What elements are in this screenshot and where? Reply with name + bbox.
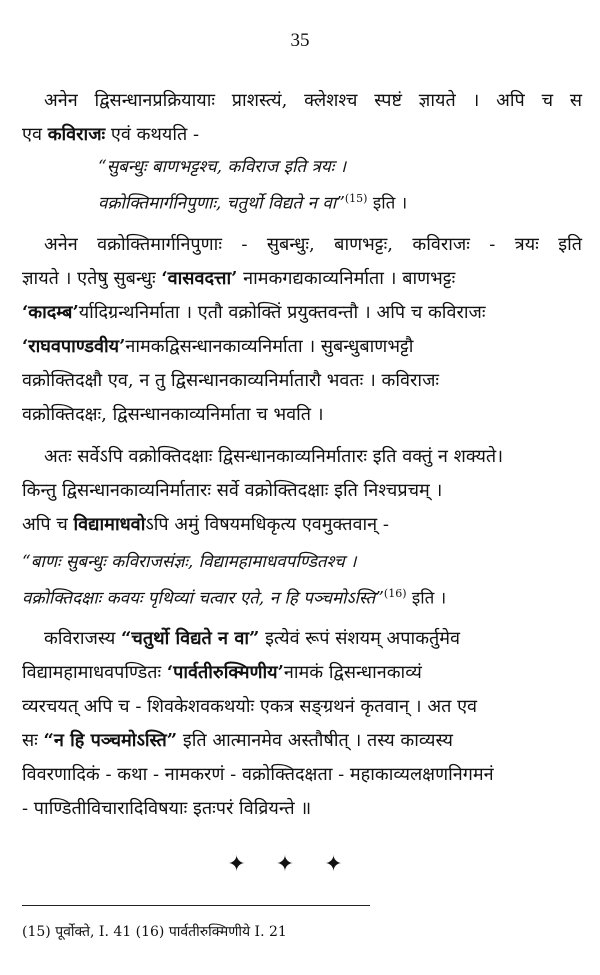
chaturtho-quote: “चतुर्थो विद्यते न वा”	[121, 628, 260, 649]
paragraph-4	[22, 622, 582, 826]
paragraph-3-line-1: अतः सर्वेऽपि वक्रोक्तिदक्षाः द्विसन्धानकाव्यनिर्मातारः इति वक्तुं न शक्यते।	[44, 446, 504, 467]
paragraph-4-line-5: विवरणादिकं - कथा - नामकरणं - वक्रोक्तिदक्षता - महाकाव्यलक्षणनिगमनं	[22, 764, 494, 785]
text: विद्यामहामाधवपण्डितः	[22, 662, 167, 683]
na-hi-panchamo-quote: “न हि पञ्चमोऽस्ति”	[43, 730, 178, 751]
footnote-ref-15: (15)	[344, 192, 368, 205]
text: नामकगद्यकाव्यनिर्माता । बाणभट्टः	[237, 268, 456, 289]
raghavapandaviya-term: ‘राघवपाण्डवीय’	[22, 336, 126, 357]
text: नामकं द्विसन्धानकाव्यं	[283, 662, 422, 683]
text: ऽपि अमुं विषयमधिकृत्य एवमुक्तवान् -	[145, 514, 389, 535]
paragraph-4-line-1	[22, 622, 582, 656]
parvatirukminiya-term: ‘पार्वतीरुक्मिणीय’	[166, 662, 284, 683]
text: वक्रोक्तिदक्षाः कवयः पृथिव्यां चत्वार एते, न हि पञ्चमोऽस्ति”	[22, 588, 384, 609]
paragraph-1-line-2	[22, 118, 582, 152]
paragraph-1	[22, 84, 582, 152]
text: एव	[22, 124, 48, 145]
vidyamadhava-term: विद्यामाधवो	[73, 514, 146, 535]
paragraph-2-line-6: वक्रोक्तिदक्षः, द्विसन्धानकाव्यनिर्माता च भवति ।	[22, 404, 324, 425]
verse-1-line-2	[98, 183, 578, 220]
section-divider-stars: ✦✦✦	[227, 852, 373, 877]
verse-1-line-1: “सुबन्धुः बाणभट्टश्च, कविराज इति त्रयः ।	[98, 157, 347, 177]
text: इति ।	[406, 588, 447, 609]
paragraph-4-line-6: - पाण्डितीविचारादिविषयाः इतःपरं विव्रियन्ते ॥	[22, 798, 312, 819]
text: सः	[22, 730, 44, 751]
paragraph-3-line-3	[22, 508, 582, 542]
verse-quote-2	[22, 546, 582, 615]
footnote-rule	[22, 905, 370, 906]
verse-2-line-2	[22, 578, 582, 615]
footnotes: (15) पूर्वोक्ते, I. 41 (16) पार्वतीरुक्मिणीये I. 21	[22, 924, 287, 940]
text: अपि च	[22, 514, 74, 535]
paragraph-4-line-2	[22, 656, 582, 690]
kaviraja-term: कविराजः	[47, 124, 106, 145]
text: इति ।	[367, 193, 408, 214]
text: इति आत्मानमेव अस्तौषीत् । तस्य काव्यस्य	[177, 730, 453, 751]
text: वक्रोक्तिमार्गनिपुणाः, चतुर्थो विद्यते न वा”	[98, 193, 345, 214]
page-number: 35	[290, 30, 310, 51]
paragraph-3-line-2: किन्तु द्विसन्धानकाव्यनिर्मातारः सर्वे वक्रोक्तिदक्षाः इति निश्चप्रचम् ।	[22, 480, 443, 501]
paragraph-2-line-5: वक्रोक्तिदक्षौ एव, न तु द्विसन्धानकाव्यनिर्मातारौ भवतः । कविराजः	[22, 370, 440, 391]
text: इत्येवं रूपं संशयम् अपाकर्तुमेव	[259, 628, 461, 649]
paragraph-1-line-1: अनेन द्विसन्धानप्रक्रियायाः प्राशस्त्यं, क्लेशश्च स्पष्टं ज्ञायते । अपि च स	[44, 90, 582, 111]
text: नामकद्विसन्धानकाव्यनिर्माता । सुबन्धुबाणभट्टौ	[125, 336, 414, 357]
text: कविराजस्य	[44, 628, 122, 649]
text: ज्ञायते । एतेषु सुबन्धुः	[22, 268, 162, 289]
verse-quote-1	[98, 151, 578, 220]
paragraph-2-line-3	[22, 296, 582, 330]
paragraph-4-line-3: व्यरचयत् अपि च - शिवकेशवकथयोः एकत्र सङ्ग्रथनं कृतवान् । अत एव	[22, 696, 478, 717]
kadamba-term: ‘कादम्ब’	[22, 302, 79, 323]
text: र्यादिग्रन्थनिर्माता । एतौ वक्रोक्तिं प्रयुक्तवन्तौ । अपि च कविराजः	[78, 302, 486, 323]
paragraph-4-line-4	[22, 724, 582, 758]
vasavadatta-term: ‘वासवदत्ता’	[161, 268, 238, 289]
verse-2-line-1: “बाणः सुबन्धुः कविराजसंज्ञः, विद्यामहामाधवपण्डितश्च ।	[22, 552, 357, 572]
paragraph-2-line-4	[22, 330, 582, 364]
text: एवं कथयति -	[105, 124, 200, 145]
footnote-ref-16: (16)	[383, 587, 407, 600]
paragraph-3	[22, 440, 582, 542]
paragraph-2-line-1: अनेन वक्रोक्तिमार्गनिपुणाः - सुबन्धुः, बाणभट्टः, कविराजः - त्रयः इति	[44, 234, 582, 255]
paragraph-2	[22, 228, 582, 432]
paragraph-2-line-2	[22, 262, 582, 296]
